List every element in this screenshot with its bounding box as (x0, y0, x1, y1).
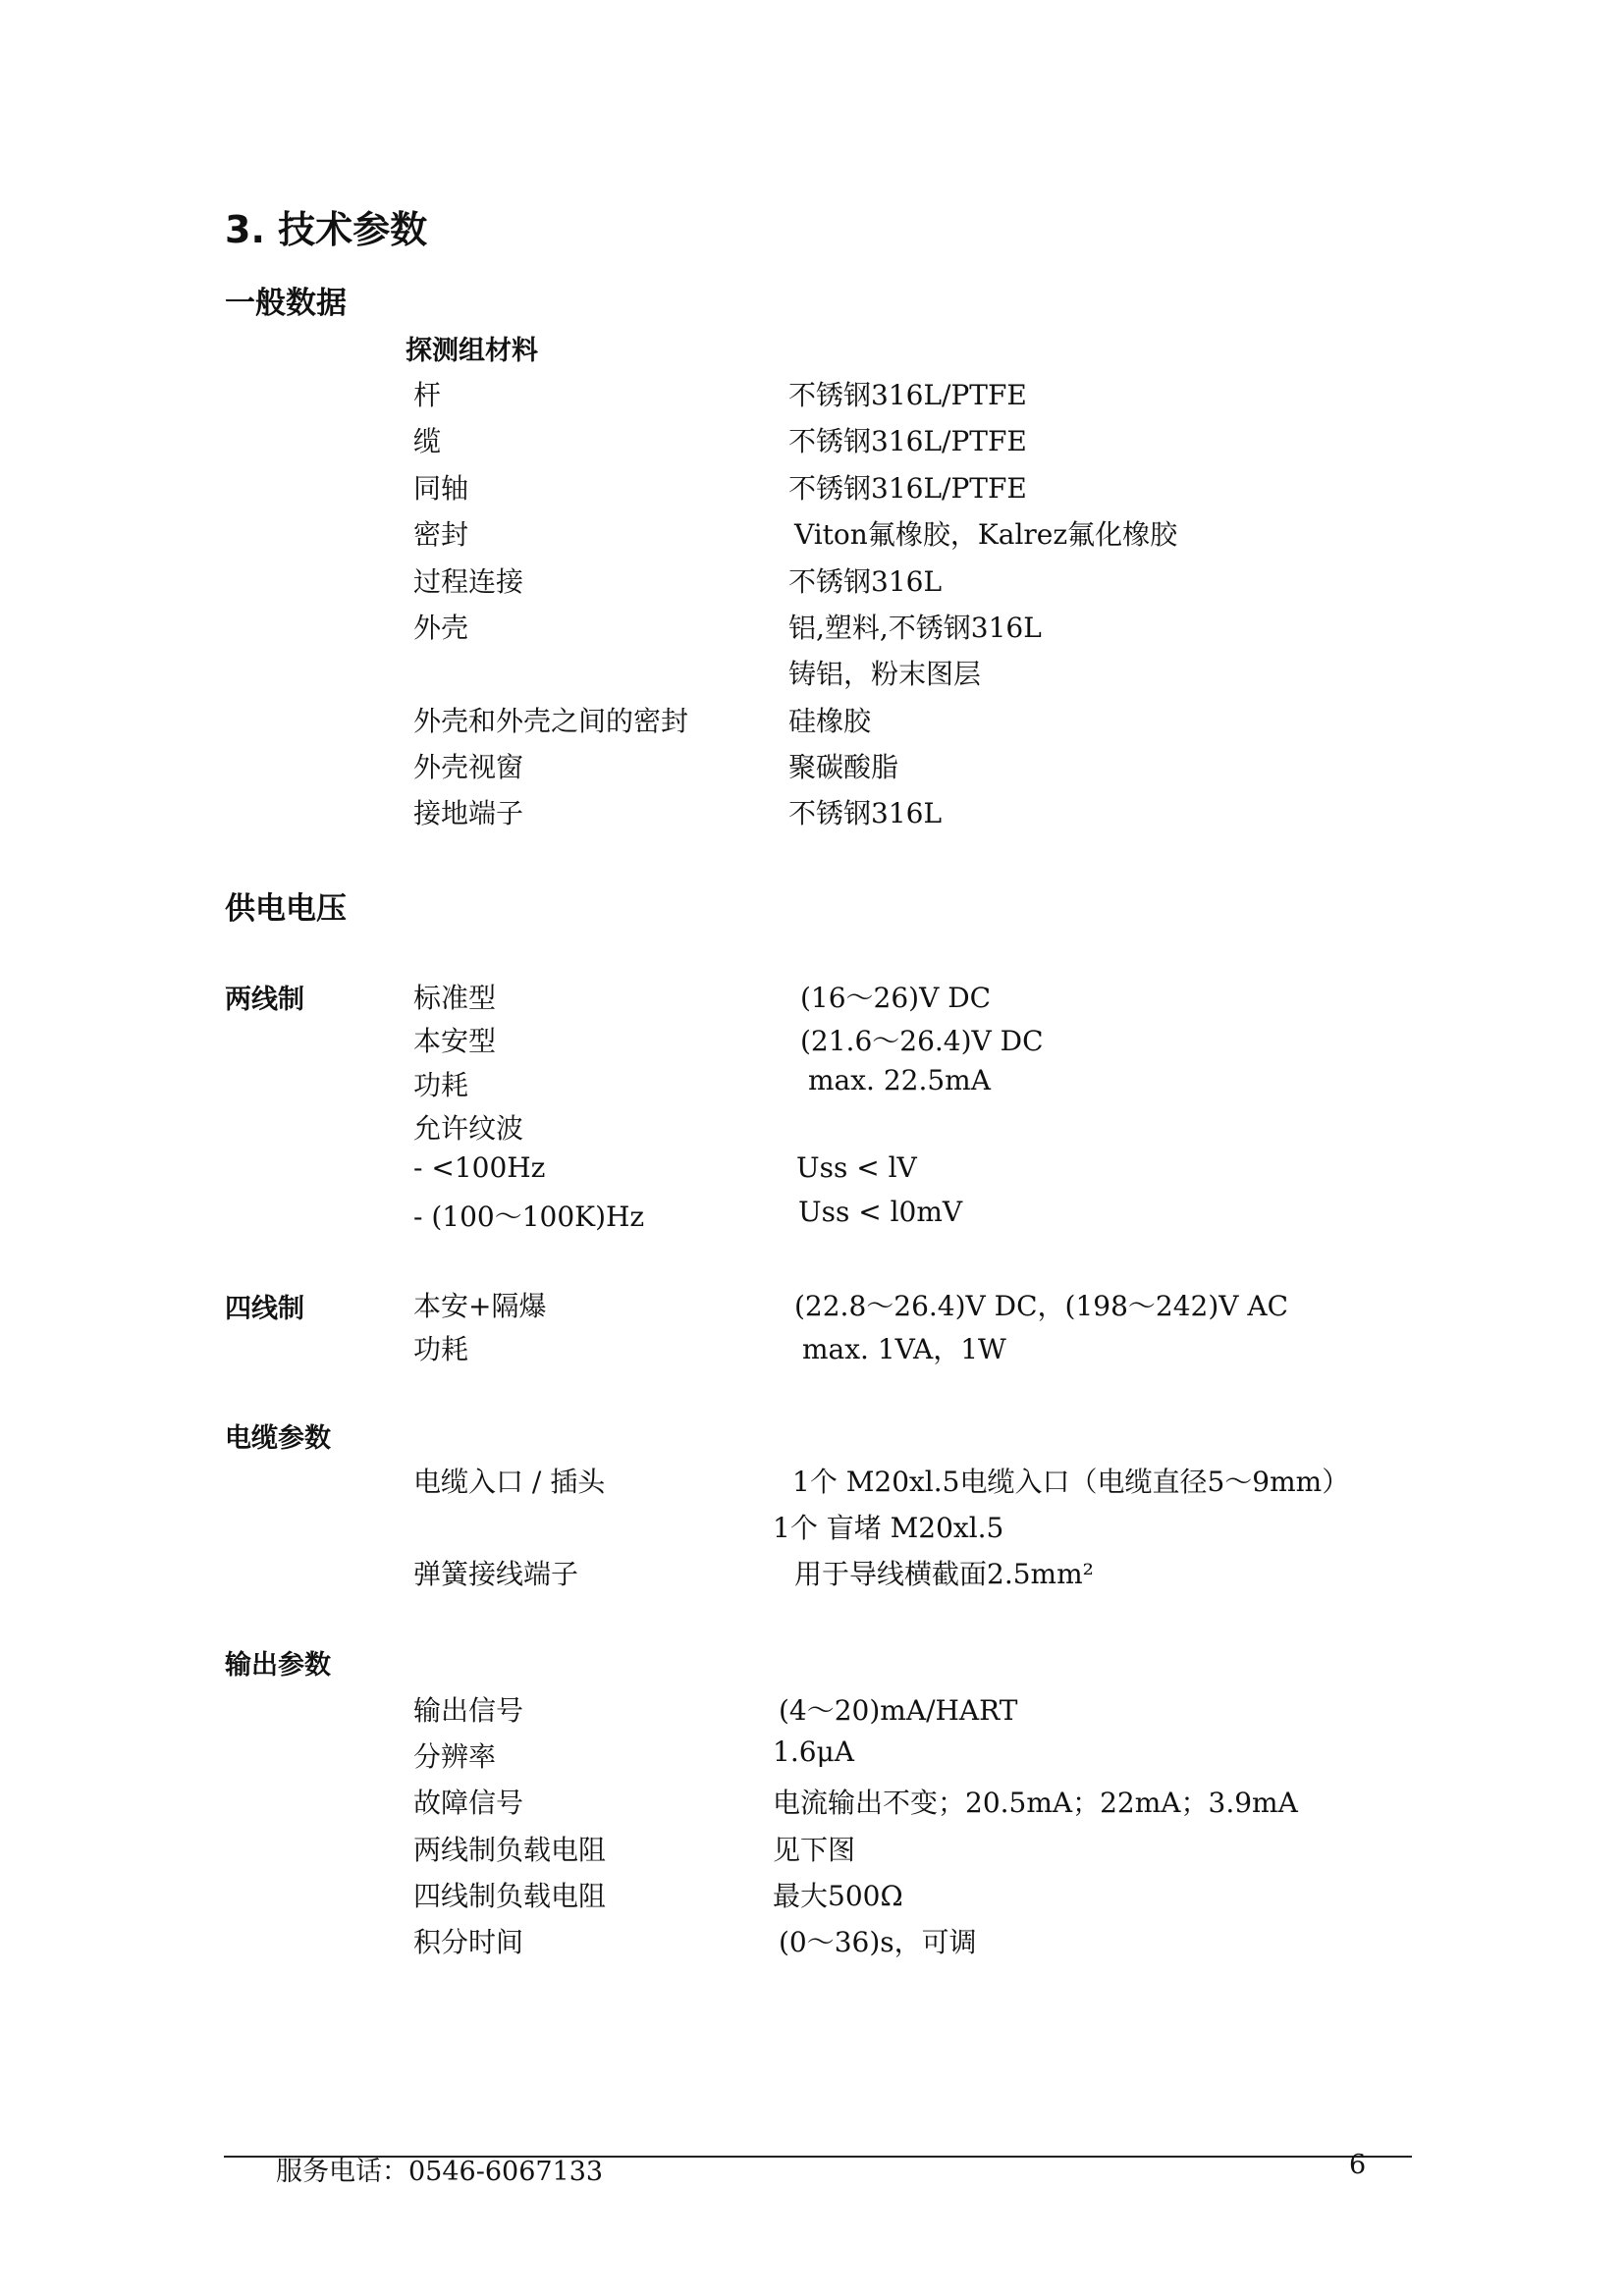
row-value: 1.6μA (773, 1735, 854, 1768)
section-heading-general: 一般数据 (225, 286, 347, 321)
row-value: Viton氟橡胶，Kalrez氟化橡胶 (794, 518, 1178, 551)
row-value: 不锈钢316L/PTFE (788, 425, 1027, 457)
row-value: 铝,塑料,不锈钢316L (788, 612, 1042, 644)
row-value: 不锈钢316L/PTFE (788, 379, 1027, 411)
page-title: 3. 技术参数 (225, 208, 428, 251)
row-label: 本安型 (413, 1025, 497, 1057)
row-label: 输出信号 (413, 1694, 524, 1727)
row-label: 标准型 (413, 982, 497, 1014)
row-value: 用于导线横截面2.5mm² (794, 1558, 1094, 1590)
row-value: Uss < l0mV (798, 1196, 963, 1228)
row-value: (21.6～26.4)V DC (800, 1025, 1044, 1057)
row-label: 杆 (413, 379, 442, 411)
subheading-probe-material: 探测组材料 (406, 336, 538, 366)
row-value: (16～26)V DC (800, 982, 992, 1014)
row-label: 四线制负载电阻 (413, 1880, 607, 1912)
section-heading-output: 输出参数 (225, 1650, 331, 1681)
row-value: (22.8～26.4)V DC，(198～242)V AC (794, 1290, 1289, 1322)
row-label: 积分时间 (413, 1926, 524, 1958)
row-label: 功耗 (413, 1069, 469, 1101)
page-number: 6 (1349, 2150, 1367, 2180)
footer-service-phone: 服务电话：0546-6067133 (276, 2157, 604, 2187)
row-label: 本安+隔爆 (413, 1290, 547, 1322)
four-wire-label: 四线制 (225, 1294, 304, 1324)
section-heading-power: 供电电压 (225, 891, 347, 927)
row-label: 外壳和外壳之间的密封 (413, 705, 689, 737)
row-value: max. 22.5mA (808, 1064, 991, 1096)
row-label: 密封 (413, 518, 469, 551)
row-label: 分辨率 (413, 1740, 497, 1773)
row-value: 1个 盲堵 M20xl.5 (773, 1512, 1004, 1544)
row-label: - (100～100K)Hz (413, 1201, 645, 1233)
row-label: 故障信号 (413, 1787, 524, 1819)
row-value: 不锈钢316L (788, 797, 943, 829)
row-value: Uss < lV (796, 1151, 917, 1184)
row-value: (0～36)s，可调 (779, 1926, 977, 1958)
row-label: 电缆入口 / 插头 (413, 1466, 606, 1498)
row-value: 最大500Ω (773, 1880, 903, 1912)
row-value: (4～20)mA/HART (779, 1694, 1018, 1727)
row-label: 缆 (413, 425, 442, 457)
row-label: 两线制负载电阻 (413, 1834, 607, 1866)
row-label: 弹簧接线端子 (413, 1558, 579, 1590)
row-label: - <100Hz (413, 1151, 546, 1184)
row-value: 1个 M20xl.5电缆入口（电缆直径5～9mm） (792, 1466, 1350, 1498)
row-label: 接地端子 (413, 797, 524, 829)
two-wire-label: 两线制 (225, 985, 304, 1015)
row-label: 过程连接 (413, 565, 524, 598)
row-value: 电流输出不变；20.5mA；22mA；3.9mA (773, 1787, 1298, 1819)
row-label: 功耗 (413, 1333, 469, 1365)
row-label: 同轴 (413, 472, 469, 505)
row-value: 不锈钢316L/PTFE (788, 472, 1027, 505)
row-value: 硅橡胶 (788, 705, 872, 737)
row-value: 铸铝，粉末图层 (788, 658, 982, 690)
row-label: 外壳 (413, 612, 469, 644)
row-value: 聚碳酸脂 (788, 751, 899, 783)
row-value: 不锈钢316L (788, 565, 943, 598)
row-value: 见下图 (773, 1834, 856, 1866)
section-heading-cable: 电缆参数 (225, 1423, 331, 1454)
row-value: max. 1VA，1W (802, 1333, 1006, 1365)
row-label: 允许纹波 (413, 1112, 524, 1145)
row-label: 外壳视窗 (413, 751, 524, 783)
